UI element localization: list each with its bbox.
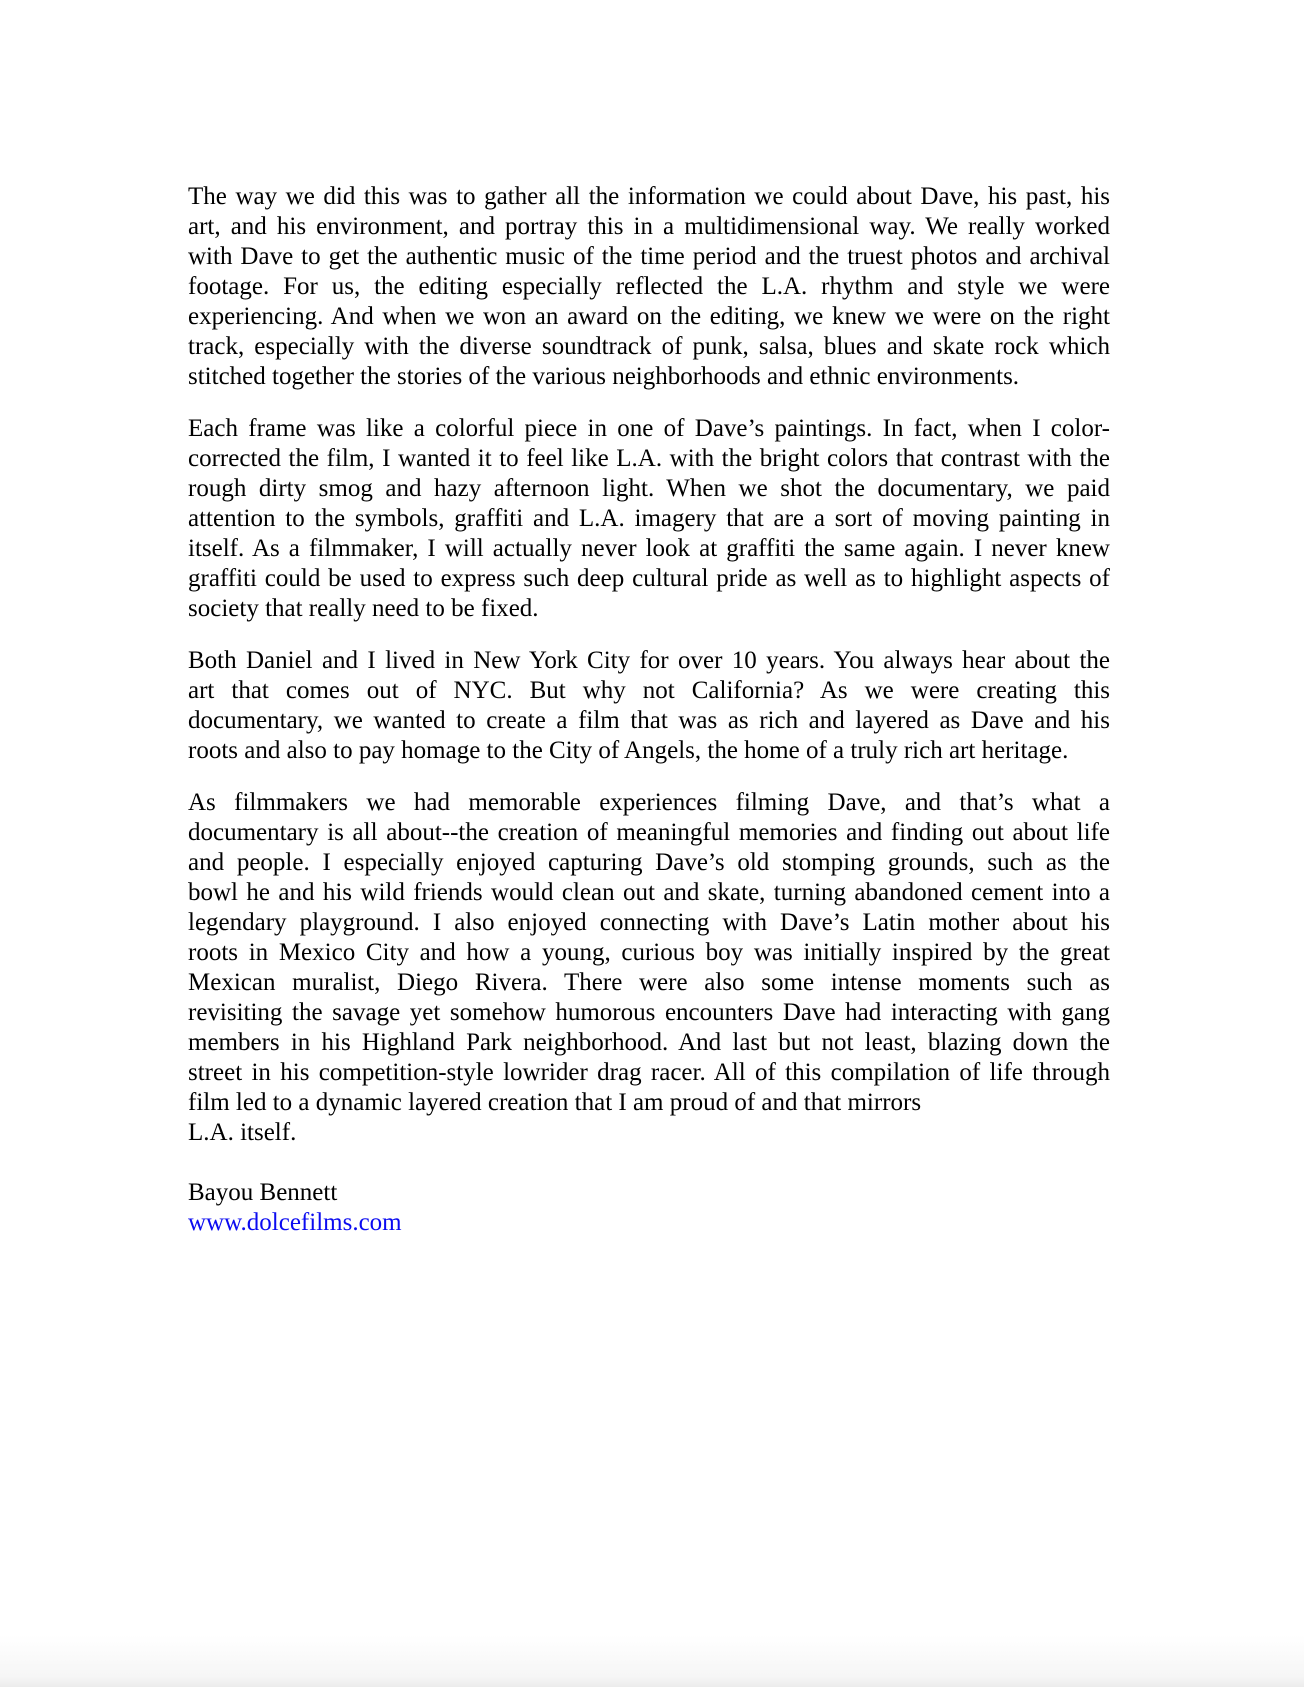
paragraph <box>188 788 1110 1148</box>
viewer-bottom-edge <box>0 1635 1304 1687</box>
paragraph-line: Both Daniel and I lived in New York City for over 10 years. You always hear about the <box>188 647 1110 674</box>
document-body <box>188 182 1110 1238</box>
website-link[interactable]: www.dolcefilms.com <box>188 1209 402 1236</box>
paragraph-line: legendary playground. I also enjoyed connecting with Dave’s Latin mother about his <box>188 909 1110 936</box>
paragraph-line: rough dirty smog and hazy afternoon light. When we shot the documentary, we paid <box>188 475 1110 502</box>
paragraph-line: The way we did this was to gather all the information we could about Dave, his past, his <box>188 183 1110 210</box>
paragraph-line: stitched together the stories of the various neighborhoods and ethnic environments. <box>188 363 1020 390</box>
paragraph <box>188 182 1110 392</box>
paragraph-line: roots and also to pay homage to the City of Angels, the home of a truly rich art heritage. <box>188 737 1069 764</box>
paragraph-line: with Dave to get the authentic music of the time period and the truest photos and archival <box>188 243 1110 270</box>
paragraph-line: members in his Highland Park neighborhood. And last but not least, blazing down the <box>188 1029 1110 1056</box>
paragraph-line: footage. For us, the editing especially reflected the L.A. rhythm and style we were <box>188 273 1110 300</box>
paragraph-line: documentary is all about--the creation of meaningful memories and finding out about life <box>188 819 1110 846</box>
paragraph-line: graffiti could be used to express such deep cultural pride as well as to highlight aspects of <box>188 565 1110 592</box>
paragraph-line: street in his competition-style lowrider drag racer. All of this compilation of life through <box>188 1059 1110 1086</box>
paragraph-line: roots in Mexico City and how a young, curious boy was initially inspired by the great <box>188 939 1110 966</box>
paragraph-line: film led to a dynamic layered creation that I am proud of and that mirrors <box>188 1089 922 1116</box>
paragraph-line: bowl he and his wild friends would clean out and skate, turning abandoned cement into a <box>188 879 1110 906</box>
signature-block <box>188 1178 1110 1238</box>
paragraph-line: art, and his environment, and portray this in a multidimensional way. We really worked <box>188 213 1110 240</box>
paragraph <box>188 414 1110 624</box>
paragraph-line: art that comes out of NYC. But why not California? As we were creating this <box>188 677 1110 704</box>
signature-name: Bayou Bennett <box>188 1179 338 1206</box>
paragraph-line: documentary, we wanted to create a film that was as rich and layered as Dave and his <box>188 707 1110 734</box>
paragraph-line: itself. As a filmmaker, I will actually never look at graffiti the same again. I never knew <box>188 535 1110 562</box>
paragraph-line: Each frame was like a colorful piece in one of Dave’s paintings. In fact, when I color- <box>188 415 1110 442</box>
paragraph-line: L.A. itself. <box>188 1119 297 1146</box>
paragraph-line: track, especially with the diverse soundtrack of punk, salsa, blues and skate rock which <box>188 333 1110 360</box>
paragraph-line: As filmmakers we had memorable experiences filming Dave, and that’s what a <box>188 789 1110 816</box>
paragraph-line: revisiting the savage yet somehow humorous encounters Dave had interacting with gang <box>188 999 1110 1026</box>
paragraph-line: attention to the symbols, graffiti and L.A. imagery that are a sort of moving painting in <box>188 505 1110 532</box>
paragraph-line: corrected the film, I wanted it to feel like L.A. with the bright colors that contrast with the <box>188 445 1110 472</box>
paragraph-line: society that really need to be fixed. <box>188 595 539 622</box>
paragraph-line: and people. I especially enjoyed capturing Dave’s old stomping grounds, such as the <box>188 849 1110 876</box>
paragraph <box>188 646 1110 766</box>
paragraph-line: experiencing. And when we won an award on the editing, we knew we were on the right <box>188 303 1110 330</box>
paragraph-line: Mexican muralist, Diego Rivera. There were also some intense moments such as <box>188 969 1110 996</box>
